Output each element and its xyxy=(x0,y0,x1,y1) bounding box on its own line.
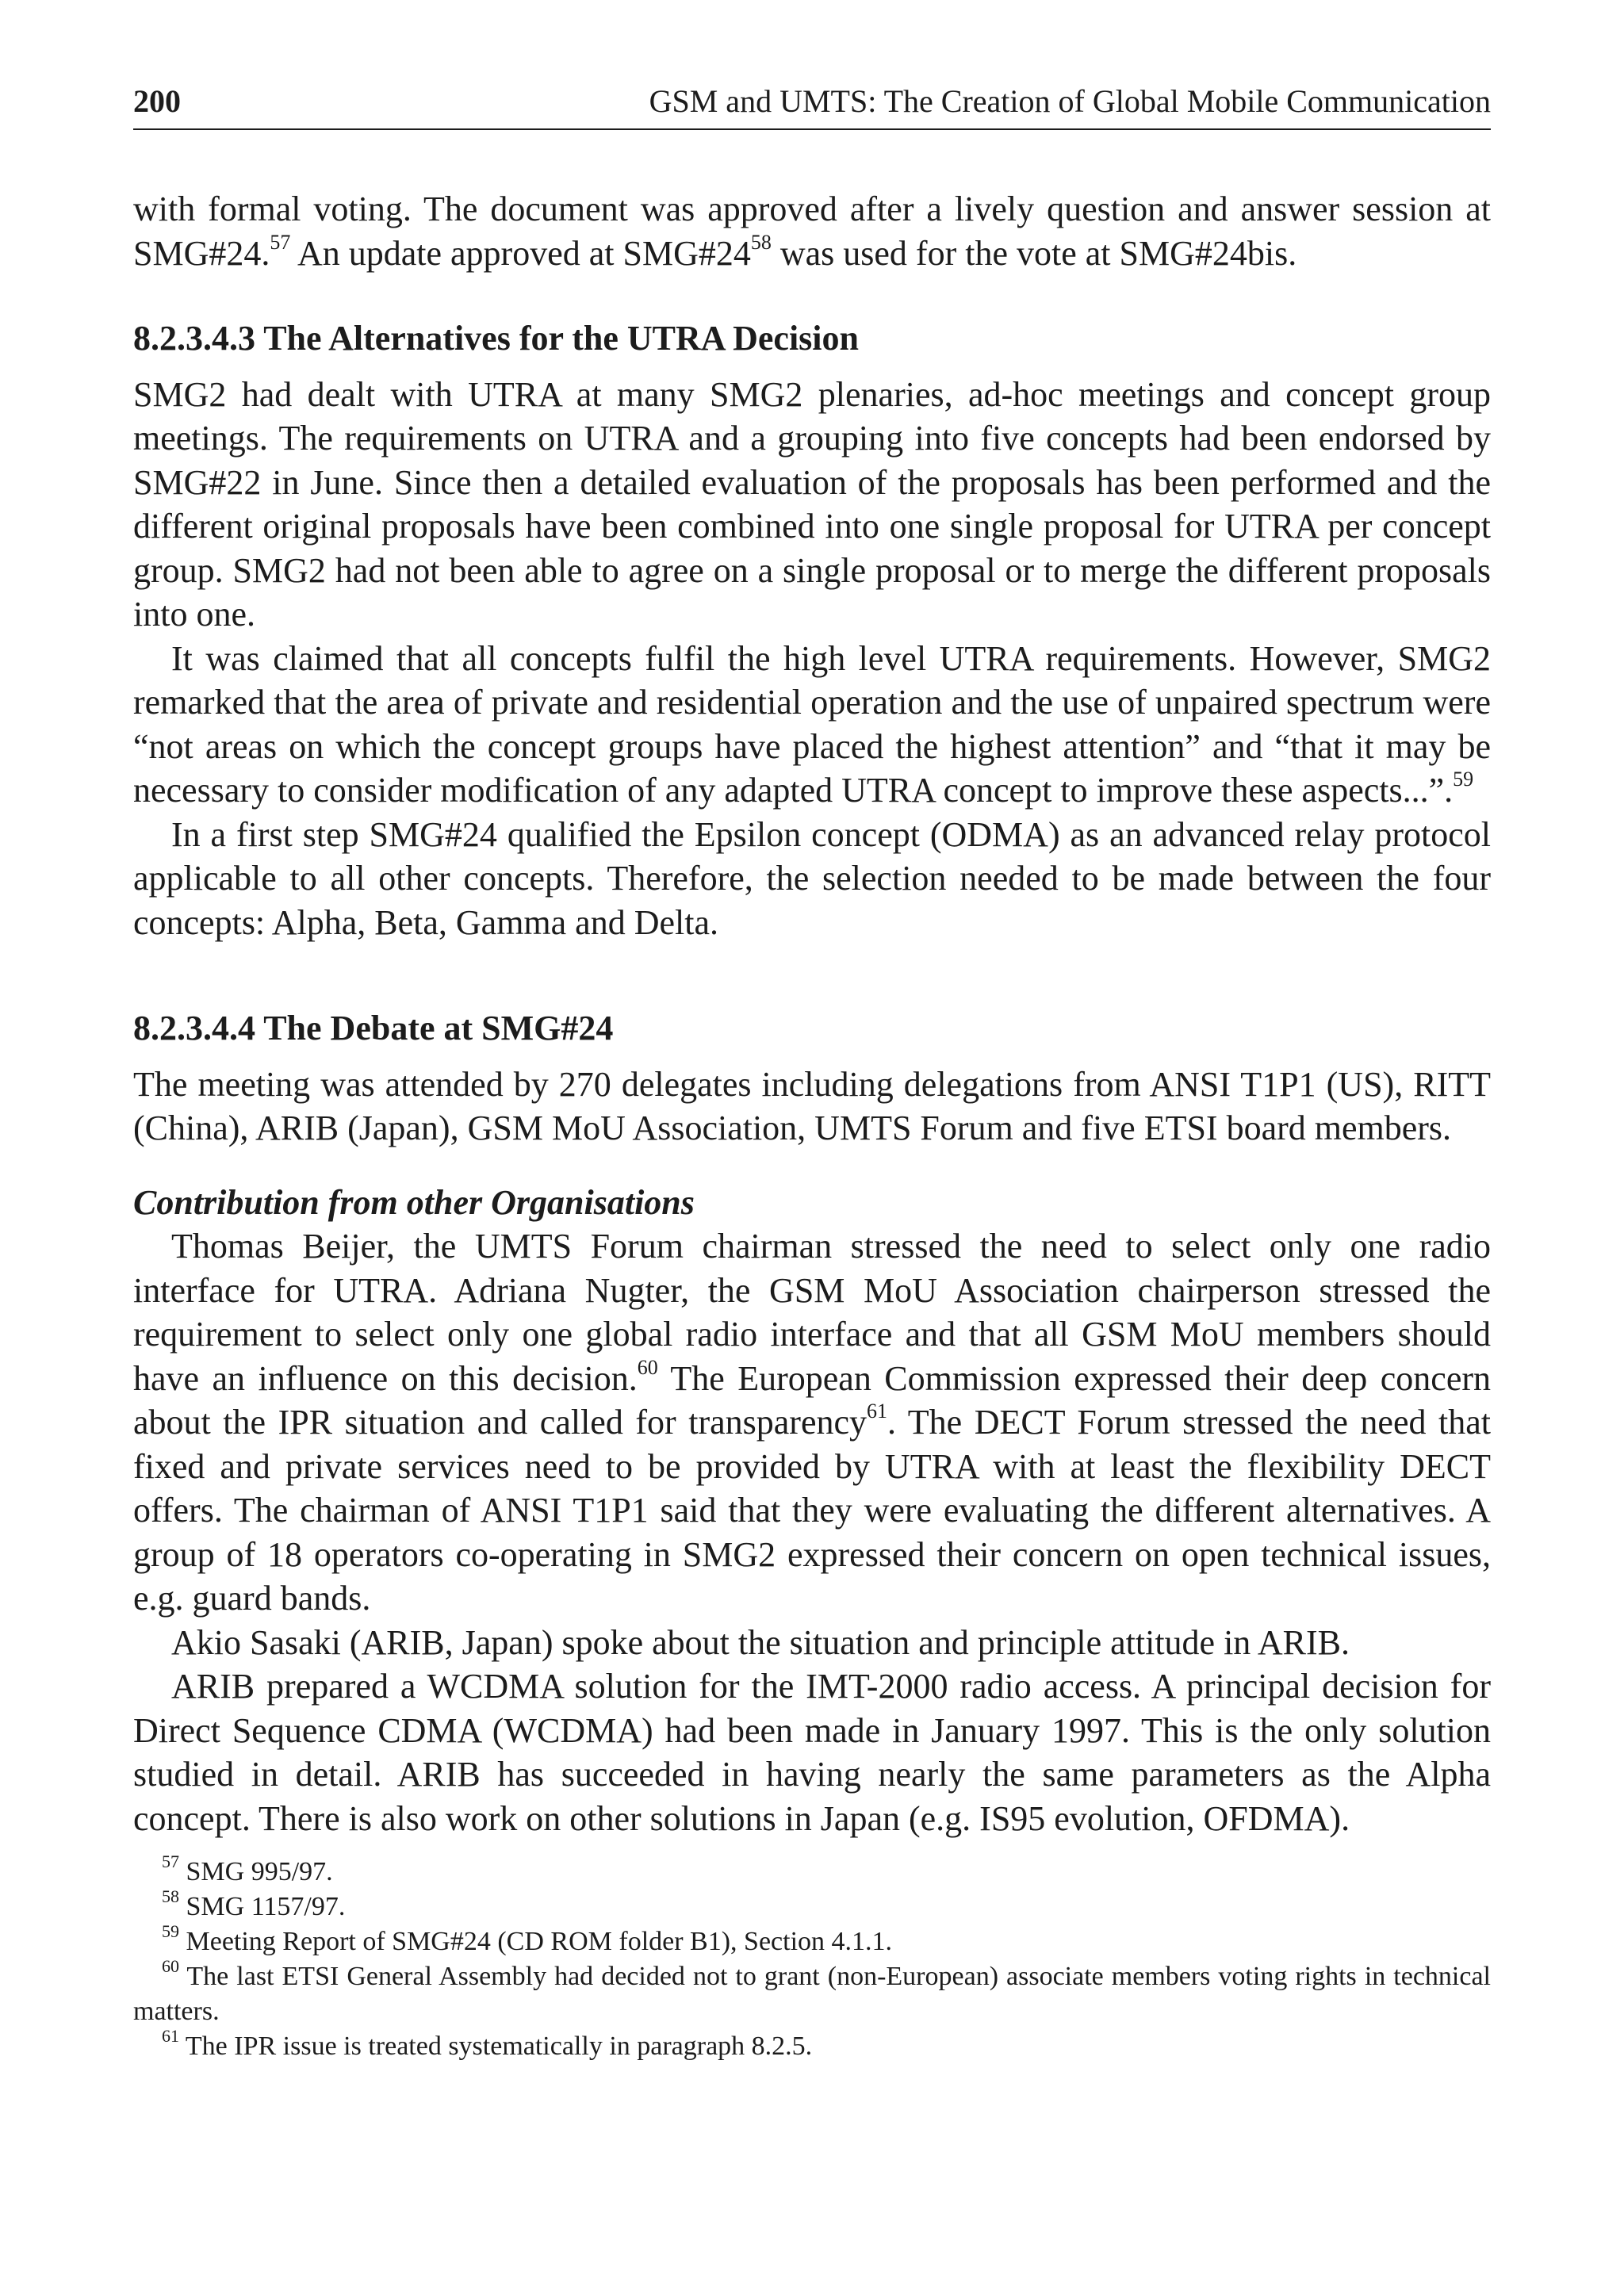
footnote-number: 57 xyxy=(162,1851,179,1871)
page-number: 200 xyxy=(133,83,181,119)
alternatives-paragraph-3: In a first step SMG#24 qualified the Epsilon concept (ODMA) as an advanced relay protocol applicable to all other concepts. Therefore, the selection needed to be made between the four concepts: Alpha, Beta, Gamma and Delta. xyxy=(133,814,1491,942)
footnote-ref-57: 57 xyxy=(270,230,291,254)
intro-paragraph xyxy=(133,187,1491,275)
debate-paragraph-3: Akio Sasaki (ARIB, Japan) spoke about the situation and principle attitude in ARIB. xyxy=(171,1622,1350,1662)
debate-paragraph-4: ARIB prepared a WCDMA solution for the IMT-2000 radio access. A principal decision for Direct Sequence CDMA (WCDMA) had been made in January 1997. This is the only solution studied in detail. ARIB has succeeded in having nearly the same parameters as the Alpha concept. There is also work on other solutions in Japan (e.g. IS95 evolution, OFDMA). xyxy=(133,1667,1491,1838)
book-page xyxy=(133,81,1491,2064)
intro-text-b: An update approved at SMG#24 xyxy=(290,233,751,273)
footnote-text: The IPR issue is treated systematically in paragraph 8.2.5. xyxy=(179,2032,813,2061)
footnote-ref-58: 58 xyxy=(750,230,772,254)
footnote-text: Meeting Report of SMG#24 (CD ROM folder B1), Section 4.1.1. xyxy=(179,1927,893,1956)
running-title: GSM and UMTS: The Creation of Global Mobile Communication xyxy=(649,83,1491,119)
debate-paragraph-2-text-b: The European Commission expressed their deep concern about the IPR situation and called for transparency xyxy=(133,1358,1491,1442)
footnote xyxy=(133,1920,1491,1959)
intro-text-c: was used for the vote at SMG#24bis. xyxy=(771,233,1297,273)
footnote xyxy=(133,2025,1491,2064)
footnote xyxy=(133,1851,1491,1890)
footnote-ref-60: 60 xyxy=(637,1355,658,1379)
alternatives-paragraph-2 xyxy=(133,637,1491,813)
debate-paragraph-2-text-c: . The DECT Forum stressed the need that fixed and private services need to be provided by UTRA with at least the flexibility DECT offers. The chairman of ANSI T1P1 said that they were evaluating the different alternatives. A group of 18 operators co-operating in SMG2 expressed their concern on open technical issues, e.g. guard bands. xyxy=(133,1403,1491,1618)
footnotes xyxy=(133,1851,1491,2064)
footnote-text: The last ETSI General Assembly had decided not to grant (non-European) associate members voting rights in technical matters. xyxy=(133,1962,1491,2026)
running-header xyxy=(133,81,1491,130)
section-heading-debate: 8.2.3.4.4 The Debate at SMG#24 xyxy=(133,1009,614,1047)
alternatives-paragraph-1: SMG2 had dealt with UTRA at many SMG2 plenaries, ad-hoc meetings and concept group meetings. The requirements on UTRA and a grouping into five concepts had been endorsed by SMG#22 in June. Since then a detailed evaluation of the proposals has been performed and the different original proposals have been combined into one single proposal for UTRA per concept group. SMG2 had not been able to agree on a single proposal or to merge the different proposals into one. xyxy=(133,374,1491,634)
footnote-number: 60 xyxy=(162,1955,179,1976)
section-heading-alternatives: 8.2.3.4.3 The Alternatives for the UTRA Decision xyxy=(133,319,859,358)
debate-paragraph-2-text-a: Thomas Beijer, the UMTS Forum chairman stressed the need to select only one radio interface for UTRA. Adriana Nugter, the GSM MoU Association chairperson stressed the requirement to select only one global radio interface and that all GSM MoU members should have an influence on this decision. xyxy=(133,1227,1491,1398)
subheading-contribution: Contribution from other Organisations xyxy=(133,1182,695,1222)
footnote-number: 58 xyxy=(162,1886,179,1906)
footnote-ref-61: 61 xyxy=(867,1400,888,1423)
debate-paragraph-2 xyxy=(133,1224,1491,1621)
footnote-text: SMG 995/97. xyxy=(179,1857,333,1886)
footnote-number: 61 xyxy=(162,2025,179,2046)
footnote-ref-59: 59 xyxy=(1453,768,1474,791)
footnote xyxy=(133,1955,1491,2029)
intro-text-a: with formal voting. The document was approved after a lively question and answer session at SMG#24. xyxy=(133,190,1491,273)
alternatives-paragraph-2-text: It was claimed that all concepts fulfil the high level UTRA requirements. However, SMG2 remarked that the area of private and residential operation and the use of unpaired spectrum were “not areas on which the concept groups have placed the highest attention” and “that it may be necessary to consider modification of any adapted UTRA concept to improve these aspects...”. xyxy=(133,638,1491,810)
footnote-text: SMG 1157/97. xyxy=(179,1892,346,1921)
debate-paragraph-1: The meeting was attended by 270 delegates including delegations from ANSI T1P1 (US), RITT (China), ARIB (Japan), GSM MoU Association, UMTS Forum and five ETSI board members. xyxy=(133,1064,1491,1147)
footnote xyxy=(133,1886,1491,1924)
footnote-number: 59 xyxy=(162,1920,179,1941)
